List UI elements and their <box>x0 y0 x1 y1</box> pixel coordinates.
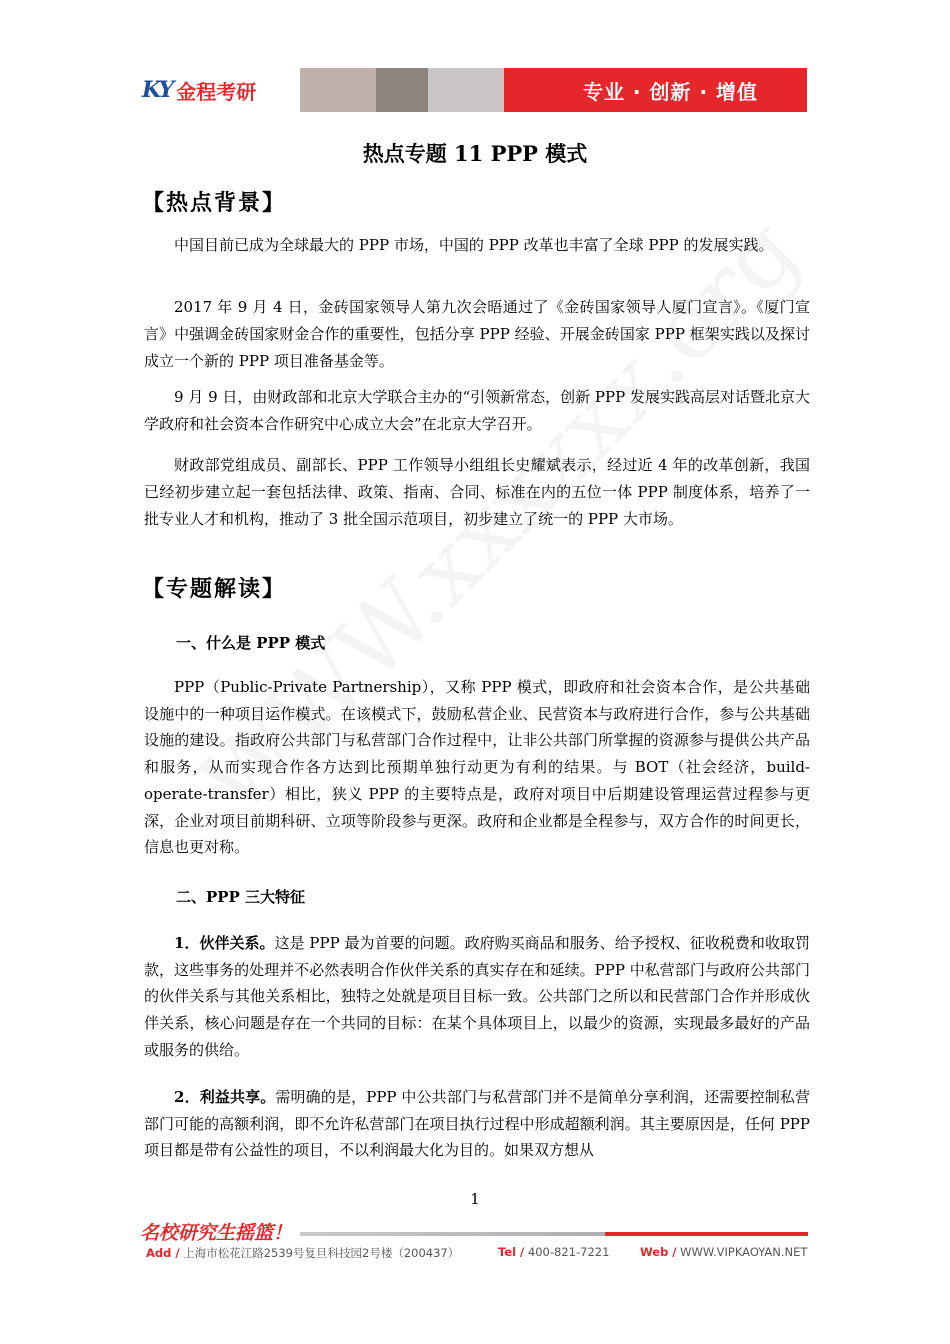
paragraph: PPP（Public-Private Partnership），又称 PPP 模式，即政府和社会资本合作，是公共基础设施中的一种项目运作模式。在该模式下，鼓励私营企业、民营资本与政府进行合作，参与公共基础设施的建设。指政府公共部门与私营部门合作过程中，让非公共部门所掌握的资源参与提供公共产品和服务，从而实现合作各方达到比预期单独行动更为有利的结果。与 BOT（社会经济，build-operate-transfer）相比，狭义 PPP 的主要特点是，政府对项目中后期建设管理运营过程参与更深，企业对项目前期科研、立项等阶段参与更深。政府和企业都是全程参与，双方合作的时间更长，信息也更对称。 <box>144 678 810 857</box>
footer-divider <box>300 1232 808 1236</box>
address-label: Add / <box>146 1246 180 1260</box>
logo-name: 金程考研 <box>176 79 257 104</box>
feature-paragraph <box>144 1084 810 1164</box>
paragraph: 2017 年 9 月 4 日，金砖国家领导人第九次会晤通过了《金砖国家领导人厦门宣言》。《厦门宣言》中强调金砖国家财金合作的重要性，包括分享 PPP 经验、开展金砖国家 PPP 框架实践以及探讨成立一个新的 PPP 项目准备基金等。 <box>144 298 810 370</box>
footer-address <box>146 1245 459 1261</box>
header-slogan: 专业 · 创新 · 增值 <box>534 68 807 112</box>
band-segment <box>376 68 428 112</box>
address-text: 上海市松花江路2539号复旦科技园2号楼（200437） <box>183 1246 460 1260</box>
band-segment <box>428 68 504 112</box>
tel-text: 400-821-7221 <box>527 1245 610 1259</box>
tel-label: Tel / <box>498 1245 525 1259</box>
feature-text: 需明确的是，PPP 中公共部门与私营部门并不是简单分享利润，还需要控制私营部门可能的高额利润，即不允许私营部门在项目执行过程中形成超额利润。其主要原因是，任何 PPP 项目都是带有公益性的项目，不以利润最大化为目的。如果双方想从 <box>144 1088 810 1160</box>
page-title: 热点专题 11 PPP 模式 <box>362 141 588 166</box>
section-heading-background: 【热点背景】 <box>142 190 287 216</box>
band-segment <box>504 68 534 112</box>
feature-paragraph <box>144 930 810 1064</box>
logo <box>140 68 300 112</box>
paragraph: 中国目前已成为全球最大的 PPP 市场，中国的 PPP 改革也丰富了全球 PPP 的发展实践。 <box>174 236 774 254</box>
paragraph: 财政部党组成员、副部长、PPP 工作领导小组组长史耀斌表示，经过近 4 年的改革创新，我国已经初步建立起一套包括法律、政策、指南、合同、标准在内的五位一体 PPP 制度体系，培养了一批专业人才和机构，推动了 3 批全国示范项目，初步建立了统一的 PPP 大市场。 <box>144 456 810 528</box>
header-banner <box>140 68 807 112</box>
footer-website[interactable] <box>640 1245 807 1259</box>
web-label: Web / <box>640 1245 677 1259</box>
paragraph: 9 月 9 日，由财政部和北京大学联合主办的“引领新常态，创新 PPP 发展实践高层对话暨北京大学政府和社会资本合作研究中心成立大会”在北京大学召开。 <box>144 388 810 433</box>
logo-mark: KY <box>142 77 173 103</box>
footer-slogan: 名校研究生摇篮！ <box>140 1222 293 1244</box>
footer-banner <box>140 1218 808 1244</box>
footer-phone <box>498 1245 609 1259</box>
feature-label: 1．伙伴关系。 <box>174 934 275 952</box>
page-number: 1 <box>470 1190 480 1208</box>
subheading: 一、什么是 PPP 模式 <box>176 634 326 652</box>
section-heading-interpretation: 【专题解读】 <box>142 576 287 602</box>
web-text[interactable]: WWW.VIPKAOYAN.NET <box>680 1245 808 1259</box>
feature-label: 2．利益共享。 <box>174 1088 276 1106</box>
subheading: 二、PPP 三大特征 <box>176 888 306 906</box>
feature-text: 这是 PPP 最为首要的问题。政府购买商品和服务、给予授权、征收税费和收取罚款，这些事务的处理并不必然表明合作伙伴关系的真实存在和延续。PPP 中私营部门与政府公共部门的伙伴关系与其他关系相比，独特之处就是项目目标一致。公共部门之所以和民营部门合作并形成伙伴关系，核心问题是存在一个共同的目标：在某个具体项目上，以最少的资源，实现最多最好的产品或服务的供给。 <box>144 934 810 1059</box>
